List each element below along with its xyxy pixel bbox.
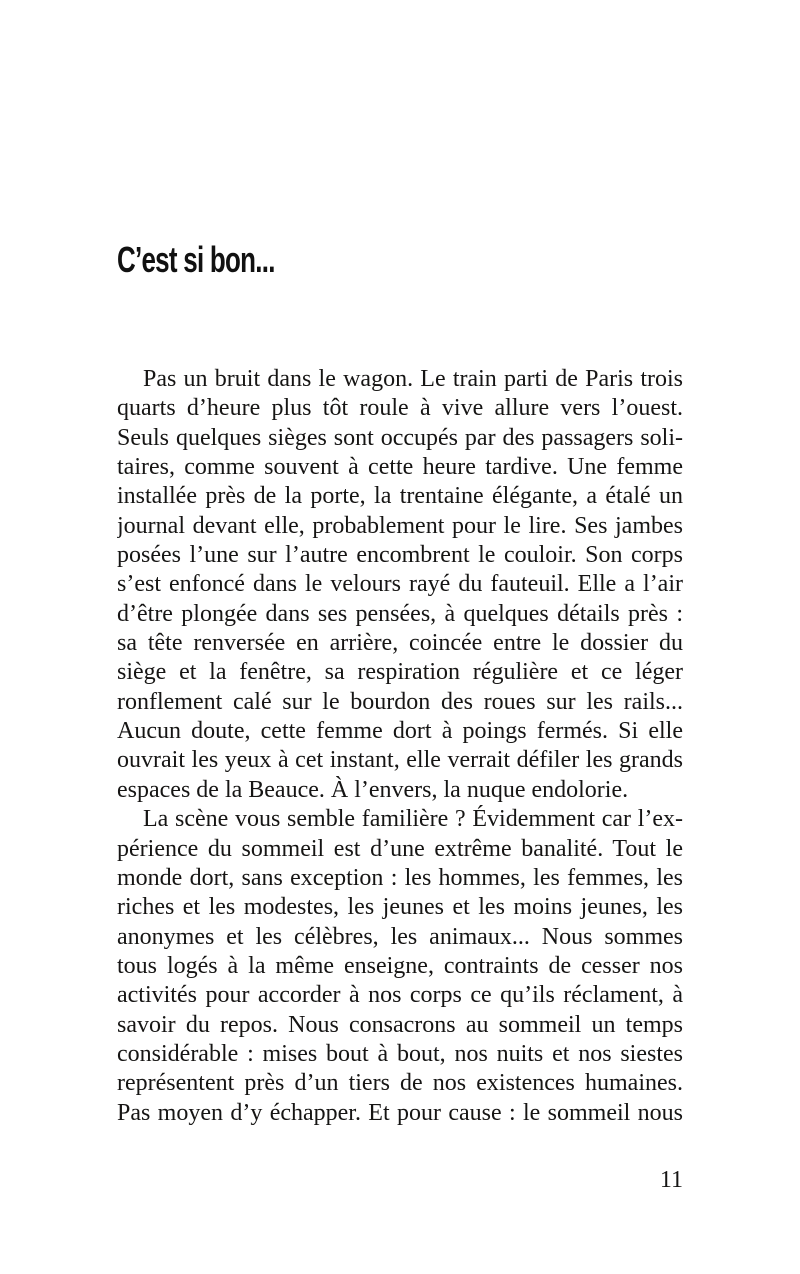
text-line: Pas moyen d’y échapper. Et pour cause : le sommeil nous [117, 1099, 683, 1126]
body-text [117, 365, 683, 1128]
text-line: espaces de la Beauce. À l’envers, la nuque endolorie. [117, 776, 629, 803]
text-line: Aucun doute, cette femme dort à poings fermés. Si elle [117, 718, 683, 745]
text-line: périence du sommeil est d’une extrême banalité. Tout le [117, 835, 683, 862]
text-line: tous logés à la même enseigne, contraints de cesser nos [117, 952, 683, 979]
text-line: monde dort, sans exception : les hommes, les femmes, les [117, 864, 683, 891]
text-line: représentent près d’un tiers de nos existences humaines. [117, 1070, 683, 1097]
text-line: anonymes et les célèbres, les animaux... Nous sommes [117, 923, 683, 950]
text-line: siège et la fenêtre, sa respiration régulière et ce léger [117, 659, 683, 686]
text-line: savoir du repos. Nous consacrons au sommeil un temps [117, 1011, 683, 1038]
text-line: ouvrait les yeux à cet instant, elle verrait défiler les grands [117, 747, 683, 774]
text-line: considérable : mises bout à bout, nos nuits et nos siestes [117, 1040, 683, 1067]
page-number: 11 [659, 1167, 683, 1193]
text-line: riches et les modestes, les jeunes et les moins jeunes, les [117, 894, 683, 921]
chapter-title: C’est si bon... [117, 239, 275, 280]
paragraph [117, 805, 683, 1128]
text-line: Seuls quelques sièges sont occupés par des passagers soli- [117, 424, 683, 451]
text-line: installée près de la porte, la trentaine élégante, a étalé un [117, 483, 683, 510]
text-line: d’être plongée dans ses pensées, à quelques détails près : [117, 600, 683, 627]
text-line: sa tête renversée en arrière, coincée entre le dossier du [117, 630, 683, 657]
text-line: taires, comme souvent à cette heure tardive. Une femme [117, 454, 683, 481]
text-line: quarts d’heure plus tôt roule à vive allure vers l’ouest. [117, 395, 683, 422]
paragraph [117, 365, 683, 805]
text-line: Pas un bruit dans le wagon. Le train parti de Paris trois [143, 366, 683, 392]
text-line: La scène vous semble familière ? Évidemment car l’ex- [143, 806, 683, 833]
text-line: posées l’une sur l’autre encombrent le couloir. Son corps [117, 542, 683, 569]
text-line: activités pour accorder à nos corps ce qu’ils réclament, à [117, 982, 683, 1009]
text-line: ronflement calé sur le bourdon des roues sur les rails... [117, 688, 683, 715]
text-line: s’est enfoncé dans le velours rayé du fauteuil. Elle a l’air [117, 571, 683, 598]
text-line: journal devant elle, probablement pour le lire. Ses jambes [117, 512, 683, 539]
